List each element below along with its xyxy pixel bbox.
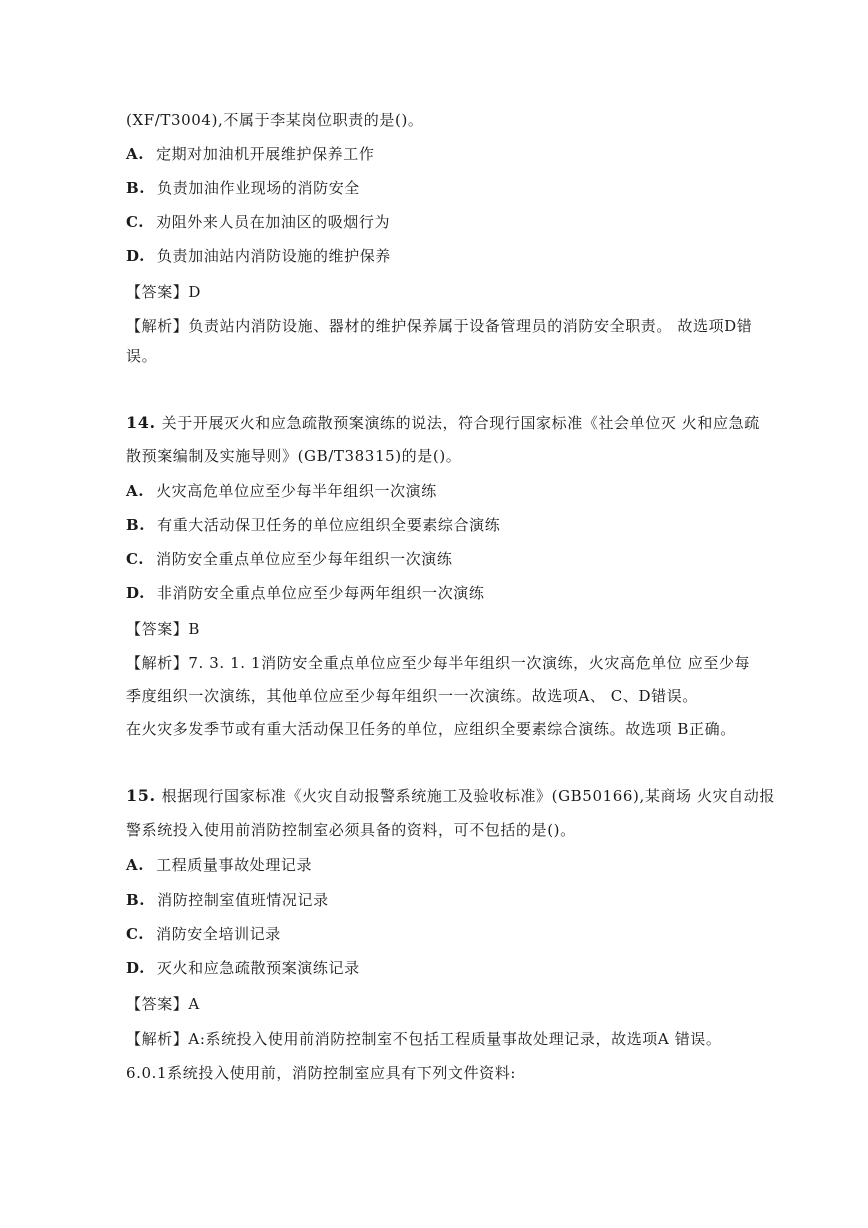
q14-option-b	[126, 515, 746, 535]
option-text: 定期对加油机开展维护保养工作	[156, 145, 375, 163]
option-text: 消防安全培训记录	[156, 925, 281, 943]
option-text: 工程质量事故处理记录	[156, 856, 313, 874]
q13-answer: 【答案】D	[126, 283, 202, 301]
option-text: 非消防安全重点单位应至少每两年组织一次演练	[156, 584, 485, 602]
q13-analysis-line-1: 【解析】负责站内消防设施、器材的维护保养属于设备管理员的消防安全职责。 故选项D错	[126, 317, 753, 335]
q15-analysis-line-2: 6.0.1系统投入使用前，消防控制室应具有下列文件资料:	[126, 1064, 517, 1082]
option-letter: A.	[126, 482, 145, 500]
option-letter: D.	[126, 959, 145, 977]
option-text: 灭火和应急疏散预案演练记录	[156, 959, 360, 977]
option-letter: C.	[126, 550, 145, 568]
option-letter: D.	[126, 584, 145, 602]
option-letter: D.	[126, 247, 145, 265]
option-letter: A.	[126, 145, 145, 163]
question-stem: 关于开展灭火和应急疏散预案演练的说法，符合现行国家标准《社会单位灭 火和应急疏	[161, 414, 760, 432]
question-number: 14.	[126, 413, 156, 432]
q14-analysis-line-2: 季度组织一次演练，其他单位应至少每年组织一一次演练。故选项A、 C、D错误。	[126, 687, 698, 705]
question-number: 15.	[126, 786, 156, 805]
option-text: 火灾高危单位应至少每半年组织一次演练	[156, 482, 437, 500]
q14-option-a	[126, 481, 746, 501]
q15-stem-line-2: 警系统投入使用前消防控制室必须具备的资料，可不包括的是()。	[126, 821, 576, 839]
option-text: 消防控制室值班情况记录	[157, 891, 329, 909]
q13-option-a	[126, 144, 746, 164]
q14-stem-line-2: 散预案编制及实施导则》(GB/T38315)的是()。	[126, 447, 462, 465]
option-letter: B.	[126, 516, 146, 534]
q14-analysis-line-1: 【解析】7. 3. 1. 1消防安全重点单位应至少每半年组织一次演练，火灾高危单位 应至少每	[126, 654, 751, 672]
q13-stem-tail: (XF/T3004),不属于李某岗位职责的是()。	[126, 111, 424, 129]
option-letter: B.	[126, 179, 146, 197]
q14-analysis-line-3: 在火灾多发季节或有重大活动保卫任务的单位，应组织全要素综合演练。故选项 B正确。	[126, 720, 736, 738]
q15-option-d	[126, 958, 746, 978]
q14-option-d	[126, 583, 746, 603]
q15-analysis-line-1: 【解析】A:系统投入使用前消防控制室不包括工程质量事故处理记录，故选项A 错误。	[126, 1030, 722, 1048]
q15-option-a	[126, 855, 746, 875]
q13-option-c	[126, 212, 746, 232]
q14-answer: 【答案】B	[126, 620, 201, 638]
q13-option-b	[126, 178, 746, 198]
option-letter: C.	[126, 213, 145, 231]
q13-analysis-line-2: 误。	[126, 347, 158, 365]
option-text: 有重大活动保卫任务的单位应组织全要素综合演练	[157, 516, 501, 534]
q13-option-d	[126, 246, 746, 266]
q15-option-c	[126, 924, 746, 944]
option-letter: C.	[126, 925, 145, 943]
q15-option-b	[126, 890, 746, 910]
q14-stem-line-1	[126, 413, 760, 433]
option-letter: A.	[126, 856, 145, 874]
option-text: 负责加油作业现场的消防安全	[157, 179, 360, 197]
question-stem: 根据现行国家标准《火灾自动报警系统施工及验收标准》(GB50166),某商场 火灾自动报	[161, 787, 776, 805]
option-text: 劝阻外来人员在加油区的吸烟行为	[156, 213, 391, 231]
q14-option-c	[126, 549, 746, 569]
q15-stem-line-1	[126, 786, 776, 806]
option-letter: B.	[126, 891, 146, 909]
option-text: 消防安全重点单位应至少每年组织一次演练	[156, 550, 453, 568]
q15-answer: 【答案】A	[126, 995, 200, 1013]
option-text: 负责加油站内消防设施的维护保养	[156, 247, 391, 265]
